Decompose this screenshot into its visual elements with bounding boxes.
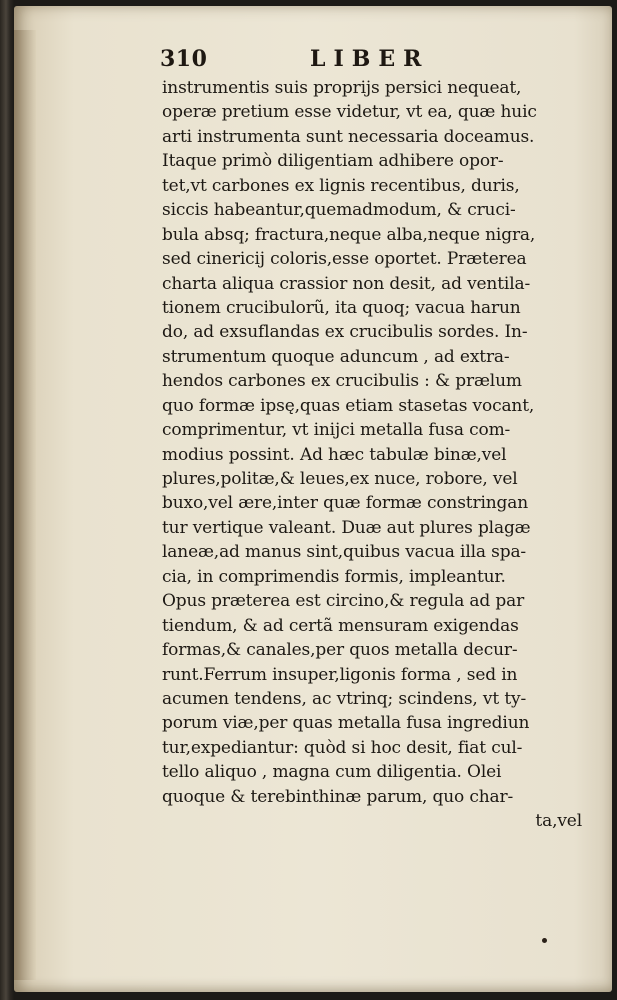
text-line: tionem crucibulorũ, ita quoq; vacua harun: [162, 297, 521, 318]
text-line: comprimentur, vt inijci metalla fusa com-: [162, 420, 511, 441]
text-line: do, ad exsuflandas ex crucibulis sordes. In-: [162, 322, 528, 343]
ink-speck: [542, 938, 547, 943]
running-head: LIBER: [310, 46, 430, 72]
text-line: formas,& canales,per quos metalla decur-: [162, 640, 518, 661]
text-line: instrumentis suis proprijs persici nequeat,: [162, 78, 522, 98]
text-line: porum viæ,per quas metalla fusa ingrediun: [162, 713, 530, 734]
text-line: siccis habeantur,quemadmodum, & cruci-: [162, 200, 516, 221]
text-line: quoque & terebinthinæ parum, quo char-: [162, 786, 514, 807]
text-line: modius possint. Ad hæc tabulæ binæ,vel: [162, 444, 507, 465]
text-line: strumentum quoque aduncum , ad extra-: [162, 346, 510, 367]
text-line: tiendum, & ad certã mensuram exigendas: [162, 615, 519, 636]
text-line: runt.Ferrum insuper,ligonis forma , sed in: [162, 664, 518, 685]
text-line: charta aliqua crassior non desit, ad ventila-: [162, 273, 531, 294]
text-line: tello aliquo , magna cum diligentia. Olei: [162, 762, 502, 783]
page-gutter-shadow: [14, 30, 36, 980]
text-line: tur,expediantur: quòd si hoc desit, fiat cul-: [162, 737, 523, 758]
body-text: [162, 76, 582, 834]
text-line: Itaque primò diligentiam adhibere opor-: [162, 151, 504, 172]
text-line: acumen tendens, ac vtrinq; scindens, vt ty-: [162, 688, 527, 709]
text-line: sed cinericij coloris,esse oportet. Præterea: [162, 249, 527, 270]
text-line: tet,vt carbones ex lignis recentibus, duris,: [162, 175, 520, 196]
text-line: tur vertique valeant. Duæ aut plures plagæ: [162, 517, 531, 538]
text-line: Opus præterea est circino,& regula ad par: [162, 591, 525, 612]
text-line: laneæ,ad manus sint,quibus vacua illa spa-: [162, 542, 527, 563]
page-number: 310: [160, 46, 208, 72]
text-line: bula absq; fractura,neque alba,neque nigra,: [162, 224, 536, 245]
catchword: ta,vel: [535, 811, 582, 832]
page-header: [160, 46, 580, 80]
text-line: operæ pretium esse videtur, vt ea, quæ huic: [162, 102, 537, 123]
text-line: buxo,vel ære,inter quæ formæ constringan: [162, 493, 529, 514]
text-line: arti instrumenta sunt necessaria doceamus.: [162, 126, 535, 147]
text-line: cia, in comprimendis formis, impleantur.: [162, 566, 506, 587]
text-line: plures,politæ,& leues,ex nuce, robore, vel: [162, 469, 518, 489]
text-line: hendos carbones ex crucibulis : & prælum: [162, 371, 522, 392]
text-line: quo formæ ipsę,quas etiam stasetas vocant,: [162, 395, 535, 416]
